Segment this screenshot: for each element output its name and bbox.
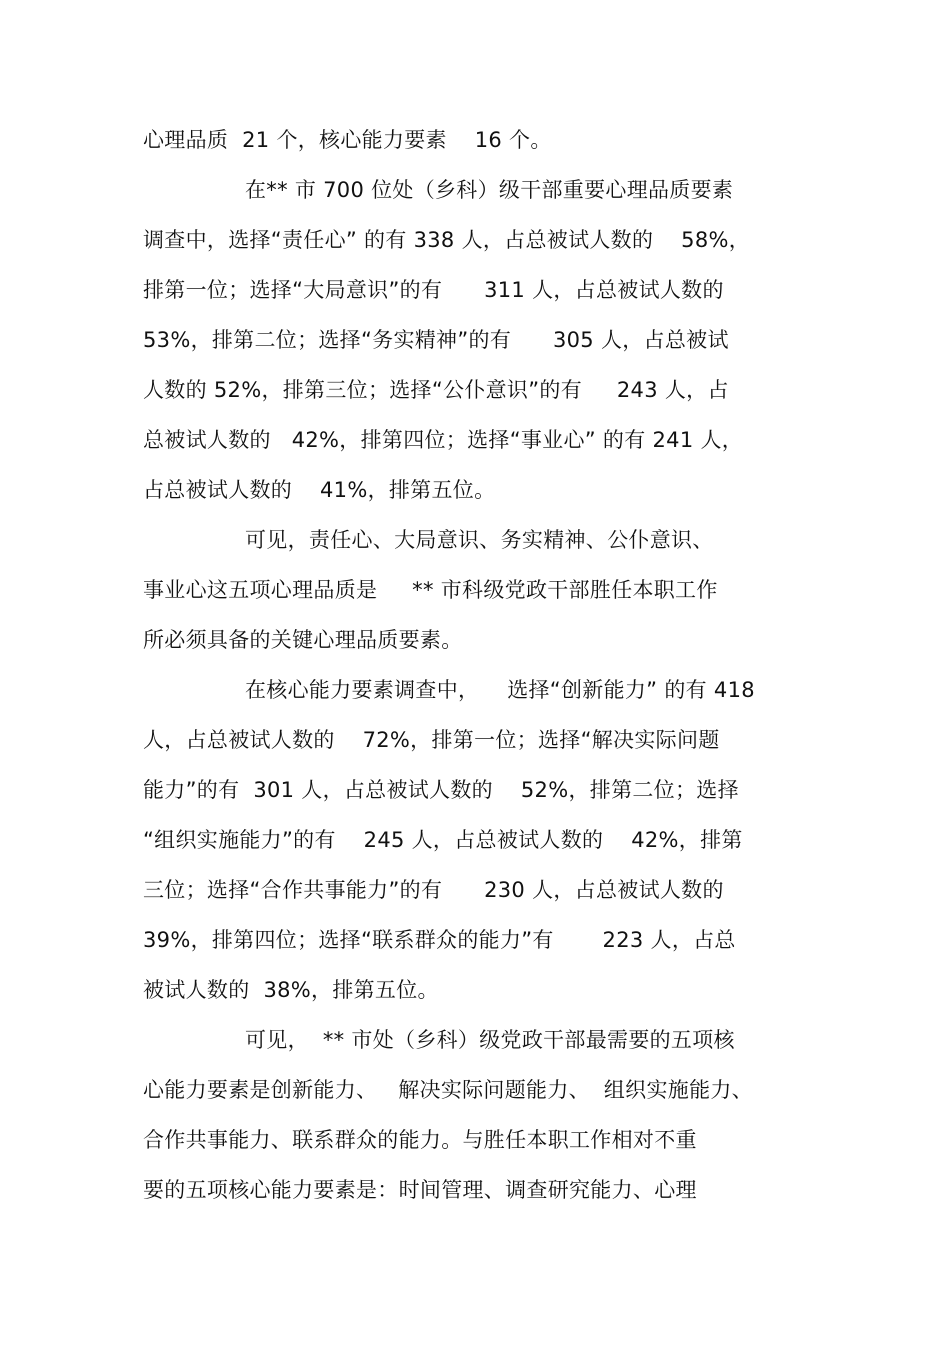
text-line: 要的五项核心能力要素是：时间管理、调查研究能力、心理 xyxy=(143,1178,697,1202)
text-line: 心理品质 21 个，核心能力要素 16 个。 xyxy=(143,128,552,152)
text-line: 39%，排第四位；选择“联系群众的能力”有 223 人，占总 xyxy=(143,928,736,952)
text-line: 事业心这五项心理品质是 ** 市科级党政干部胜任本职工作 xyxy=(143,578,718,602)
text-line: 合作共事能力、联系群众的能力。与胜任本职工作相对不重 xyxy=(143,1128,697,1152)
paragraph-first-line: 在** 市 700 位处（乡科）级干部重要心理品质要素 xyxy=(245,178,734,202)
text-line: 人，占总被试人数的 72%，排第一位；选择“解决实际问题 xyxy=(143,728,720,752)
text-line: 53%，排第二位；选择“务实精神”的有 305 人，占总被试 xyxy=(143,328,729,352)
text-line: 所必须具备的关键心理品质要素。 xyxy=(143,628,463,652)
text-line: 三位；选择“合作共事能力”的有 230 人，占总被试人数的 xyxy=(143,878,724,902)
paragraph-first-line: 可见， ** 市处（乡科）级党政干部最需要的五项核 xyxy=(245,1028,735,1052)
text-line: 调查中，选择“责任心” 的有 338 人，占总被试人数的 58%， xyxy=(143,228,751,252)
text-line: 心能力要素是创新能力、 解决实际问题能力、 组织实施能力、 xyxy=(143,1078,753,1102)
paragraph-first-line: 可见，责任心、大局意识、务实精神、公仆意识、 xyxy=(245,528,714,552)
text-line: 占总被试人数的 41%，排第五位。 xyxy=(143,478,496,502)
text-line: 被试人数的 38%，排第五位。 xyxy=(143,978,439,1002)
text-line: 能力”的有 301 人，占总被试人数的 52%，排第二位；选择 xyxy=(143,778,739,802)
text-line: 总被试人数的 42%，排第四位；选择“事业心” 的有 241 人， xyxy=(143,428,744,452)
text-line: “组织实施能力”的有 245 人，占总被试人数的 42%，排第 xyxy=(143,828,743,852)
text-line: 排第一位；选择“大局意识”的有 311 人，占总被试人数的 xyxy=(143,278,724,302)
text-line: 人数的 52%，排第三位；选择“公仆意识”的有 243 人，占 xyxy=(143,378,729,402)
paragraph-first-line: 在核心能力要素调查中， 选择“创新能力” 的有 418 xyxy=(245,678,755,702)
